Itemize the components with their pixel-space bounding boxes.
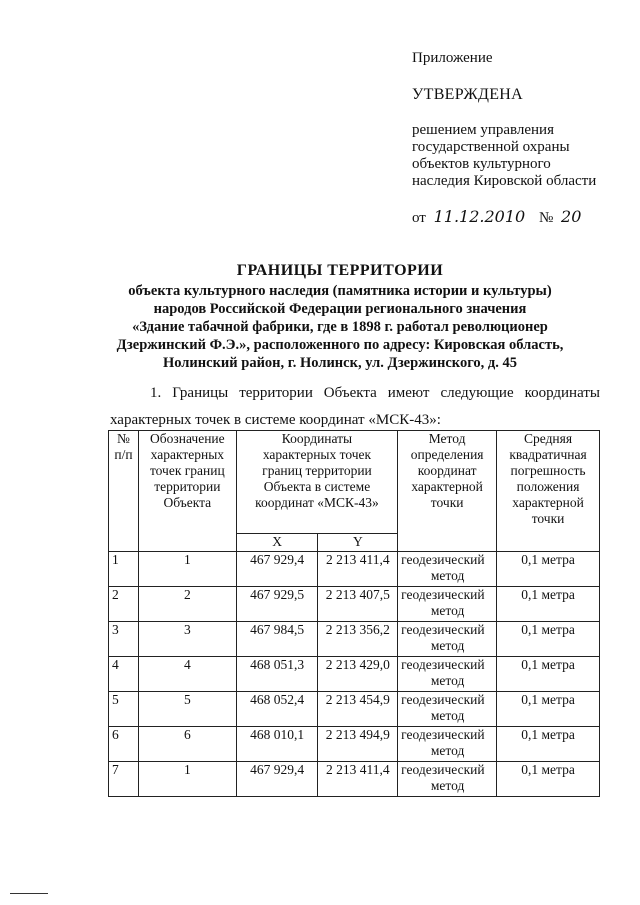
cell-point: 6 xyxy=(138,727,236,762)
cell-point: 4 xyxy=(138,657,236,692)
table-row xyxy=(109,692,600,727)
date-prefix: от xyxy=(412,210,426,226)
approval-line: государственной охраны xyxy=(412,139,570,155)
header-text: квадратичная xyxy=(509,447,587,462)
header-text: координат xyxy=(417,463,477,478)
cell-number: 1 xyxy=(109,552,139,587)
header-x: X xyxy=(236,534,318,552)
table-row xyxy=(109,552,600,587)
method-line: геодезический xyxy=(401,622,485,637)
header-text: точки xyxy=(531,511,565,526)
cell-y: 2 213 429,0 xyxy=(318,657,398,692)
subtitle-line: объекта культурного наследия (памятника истории и культуры) xyxy=(128,283,552,299)
cell-accuracy: 0,1 метра xyxy=(497,587,600,622)
approval-authority xyxy=(412,122,632,190)
header-accuracy xyxy=(497,431,600,552)
header-designation xyxy=(138,431,236,552)
method-line: метод xyxy=(430,603,465,618)
method-line: метод xyxy=(430,568,465,583)
header-text: характерных точек xyxy=(262,447,372,462)
subtitle-line: Дзержинский Ф.Э.», расположенного по адресу: Кировская область, xyxy=(116,337,564,353)
cell-accuracy: 0,1 метра xyxy=(497,727,600,762)
method-line: геодезический xyxy=(401,657,485,672)
number-sign: № xyxy=(538,210,554,226)
header-text: погрешность xyxy=(510,463,586,478)
header-text: Объекта xyxy=(163,495,212,510)
header-text: точки xyxy=(430,495,464,510)
cell-y: 2 213 494,9 xyxy=(318,727,398,762)
footer-rule xyxy=(10,893,48,894)
subtitle-line: Нолинский район, г. Нолинск, ул. Дзержинского, д. 45 xyxy=(162,355,518,371)
handwritten-number: 20 xyxy=(561,207,582,226)
header-text: Обозначение xyxy=(150,431,225,446)
cell-accuracy: 0,1 метра xyxy=(497,657,600,692)
subtitle-line: «Здание табачной фабрики, где в 1898 г. работал революционер xyxy=(132,319,548,335)
approval-date-line xyxy=(412,208,581,227)
header-text: характерной xyxy=(411,479,483,494)
table-header-row xyxy=(109,431,600,534)
header-text: п/п xyxy=(114,447,133,462)
table-row xyxy=(109,622,600,657)
header-text: положения xyxy=(516,479,580,494)
method-line: метод xyxy=(430,778,465,793)
cell-point: 1 xyxy=(138,762,236,797)
cell-x: 467 929,4 xyxy=(236,762,318,797)
cell-y: 2 213 411,4 xyxy=(318,552,398,587)
method-line: геодезический xyxy=(401,587,485,602)
cell-y: 2 213 454,9 xyxy=(318,692,398,727)
method-line: метод xyxy=(430,708,465,723)
approval-line: решением управления xyxy=(412,122,554,138)
appendix-label: Приложение xyxy=(412,50,493,66)
header-text: границ территории xyxy=(262,463,372,478)
cell-accuracy: 0,1 метра xyxy=(497,622,600,657)
method-line: геодезический xyxy=(401,727,485,742)
document-subtitle xyxy=(60,282,620,372)
cell-number: 7 xyxy=(109,762,139,797)
cell-number: 4 xyxy=(109,657,139,692)
cell-number: 5 xyxy=(109,692,139,727)
body-paragraph xyxy=(110,380,600,434)
header-text: координат «МСК-43» xyxy=(255,495,379,510)
cell-y: 2 213 411,4 xyxy=(318,762,398,797)
cell-method xyxy=(398,587,497,622)
table-row xyxy=(109,657,600,692)
handwritten-date: 11.12.2010 xyxy=(433,207,526,226)
paragraph-line-1: 1. Границы территории Объекта имеют следующие координаты xyxy=(150,385,600,401)
cell-point: 1 xyxy=(138,552,236,587)
method-line: геодезический xyxy=(401,692,485,707)
header-y: Y xyxy=(318,534,398,552)
approved-heading: УТВЕРЖДЕНА xyxy=(412,86,524,103)
method-line: метод xyxy=(430,638,465,653)
cell-point: 2 xyxy=(138,587,236,622)
cell-number: 6 xyxy=(109,727,139,762)
table-row xyxy=(109,727,600,762)
cell-x: 467 929,4 xyxy=(236,552,318,587)
method-line: метод xyxy=(430,673,465,688)
header-text: Метод xyxy=(428,431,466,446)
method-line: метод xyxy=(430,743,465,758)
cell-x: 468 051,3 xyxy=(236,657,318,692)
approval-line: объектов культурного xyxy=(412,156,551,172)
cell-x: 467 929,5 xyxy=(236,587,318,622)
cell-method xyxy=(398,762,497,797)
cell-method xyxy=(398,552,497,587)
cell-accuracy: 0,1 метра xyxy=(497,762,600,797)
header-coordinates xyxy=(236,431,397,534)
cell-y: 2 213 407,5 xyxy=(318,587,398,622)
header-text: характерной xyxy=(512,495,584,510)
paragraph-line-2: характерных точек в системе координат «МСК-43»: xyxy=(110,412,441,428)
cell-point: 3 xyxy=(138,622,236,657)
header-text: определения xyxy=(410,447,484,462)
approval-line: наследия Кировской области xyxy=(412,173,597,189)
coordinates-table xyxy=(108,430,600,797)
header-text: точек границ xyxy=(149,463,225,478)
cell-y: 2 213 356,2 xyxy=(318,622,398,657)
cell-accuracy: 0,1 метра xyxy=(497,552,600,587)
header-method xyxy=(398,431,497,552)
header-text: Объекта в системе xyxy=(263,479,371,494)
header-text: территории xyxy=(154,479,221,494)
cell-x: 468 052,4 xyxy=(236,692,318,727)
cell-number: 3 xyxy=(109,622,139,657)
header-number xyxy=(109,431,139,552)
method-line: геодезический xyxy=(401,762,485,777)
header-text: характерных xyxy=(150,447,225,462)
cell-point: 5 xyxy=(138,692,236,727)
header-text: Средняя xyxy=(524,431,573,446)
cell-method xyxy=(398,622,497,657)
document-title: ГРАНИЦЫ ТЕРРИТОРИИ xyxy=(236,262,444,279)
table-row xyxy=(109,587,600,622)
cell-number: 2 xyxy=(109,587,139,622)
cell-x: 468 010,1 xyxy=(236,727,318,762)
table-row xyxy=(109,762,600,797)
cell-method xyxy=(398,692,497,727)
header-text: Координаты xyxy=(281,431,353,446)
cell-x: 467 984,5 xyxy=(236,622,318,657)
header-text: № xyxy=(117,431,130,446)
method-line: геодезический xyxy=(401,552,485,567)
cell-method xyxy=(398,727,497,762)
subtitle-line: народов Российской Федерации регионального значения xyxy=(153,301,527,317)
cell-method xyxy=(398,657,497,692)
cell-accuracy: 0,1 метра xyxy=(497,692,600,727)
